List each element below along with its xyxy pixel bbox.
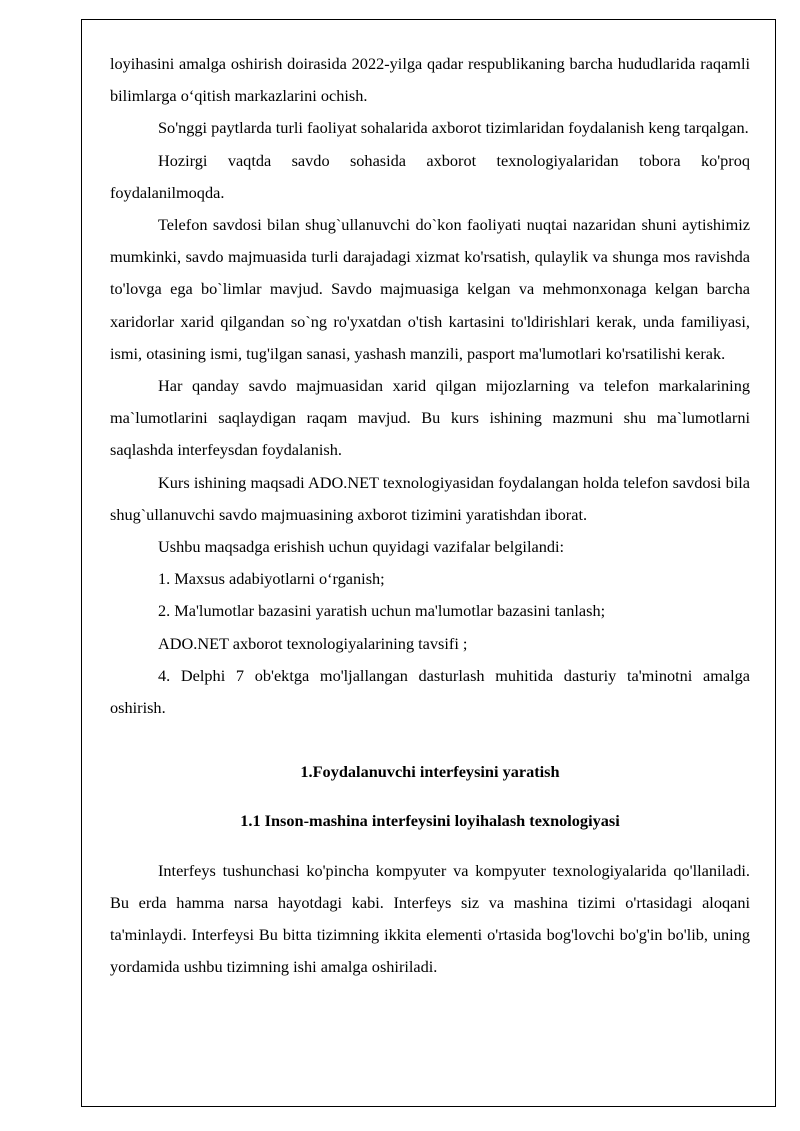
paragraph: Telefon savdosi bilan shug`ullanuvchi do`kon faoliyati nuqtai nazaridan shuni aytishimiz mumkinki, savdo majmuasida turli darajadagi xizmat ko'rsatish, qulaylik va shunga mos ravishda to'lovga ega bo`limlar mavjud. Savdo majmuasiga kelgan va mehmonxonaga kelgan barcha xaridorlar xarid qilgandan so`ng ro'yxatdan o'tish kartasini to'ldirishlari kerak, unda familiyasi, ismi, otasining ismi, tug'ilgan sanasi, yashash manzili, pasport ma'lumotlari ko'rsatilishi kerak.: [110, 215, 750, 363]
document-body: [110, 48, 750, 983]
paragraph: loyihasini amalga oshirish doirasida 2022-yilga qadar respublikaning barcha hududlarida raqamli bilimlarga o‘qitish markazlarini ochish.: [110, 54, 750, 106]
paragraph: Har qanday savdo majmuasidan xarid qilgan mijozlarning va telefon markalarining ma`lumotlarini saqlaydigan raqam mavjud. Bu kurs ishining mazmuni shu ma`lumotlarni saqlashda interfeysdan foydalanish.: [110, 376, 750, 460]
paragraph: Interfeys tushunchasi ko'pincha kompyuter va kompyuter texnologiyalarida qo'llaniladi. Bu erda hamma narsa hayotdagi kabi. Interfeys siz va mashina tizimi o'rtasidagi aloqani ta'minlaydi. Interfeysi Bu bitta tizimning ikkita elementi o'rtasida bog'lovchi bo'g'in bo'lib, uning yordamida ushbu tizimning ishi amalga oshiriladi.: [110, 860, 750, 977]
subsection-heading: 1.1 Inson-mashina interfeysini loyihalash texnologiyasi: [240, 811, 620, 831]
paragraph: So'nggi paytlarda turli faoliyat sohalarida axborot tizimlaridan foydalanish keng tarqalgan.: [158, 118, 749, 138]
paragraph: Hozirgi vaqtda savdo sohasida axborot texnologiyalaridan tobora ko'proq foydalanilmoqda.: [110, 150, 750, 202]
paragraph: Ushbu maqsadga erishish uchun quyidagi vazifalar belgilandi:: [158, 537, 565, 557]
list-item: ADO.NET axborot texnologiyalarining tavsifi ;: [158, 633, 468, 653]
list-item: 4. Delphi 7 ob'ektga mo'ljallangan dasturlash muhitida dasturiy ta'minotni amalga oshirish.: [110, 665, 750, 718]
list-item: 1. Maxsus adabiyotlarni o‘rganish;: [158, 569, 385, 589]
section-heading: 1.Foydalanuvchi interfeysini yaratish: [300, 762, 560, 782]
paragraph: Kurs ishining maqsadi ADO.NET texnologiyasidan foydalangan holda telefon savdosi bila shug`ullanuvchi savdo majmuasining axborot tizimini yaratishdan iborat.: [110, 472, 750, 524]
list-item: 2. Ma'lumotlar bazasini yaratish uchun ma'lumotlar bazasini tanlash;: [158, 601, 606, 621]
